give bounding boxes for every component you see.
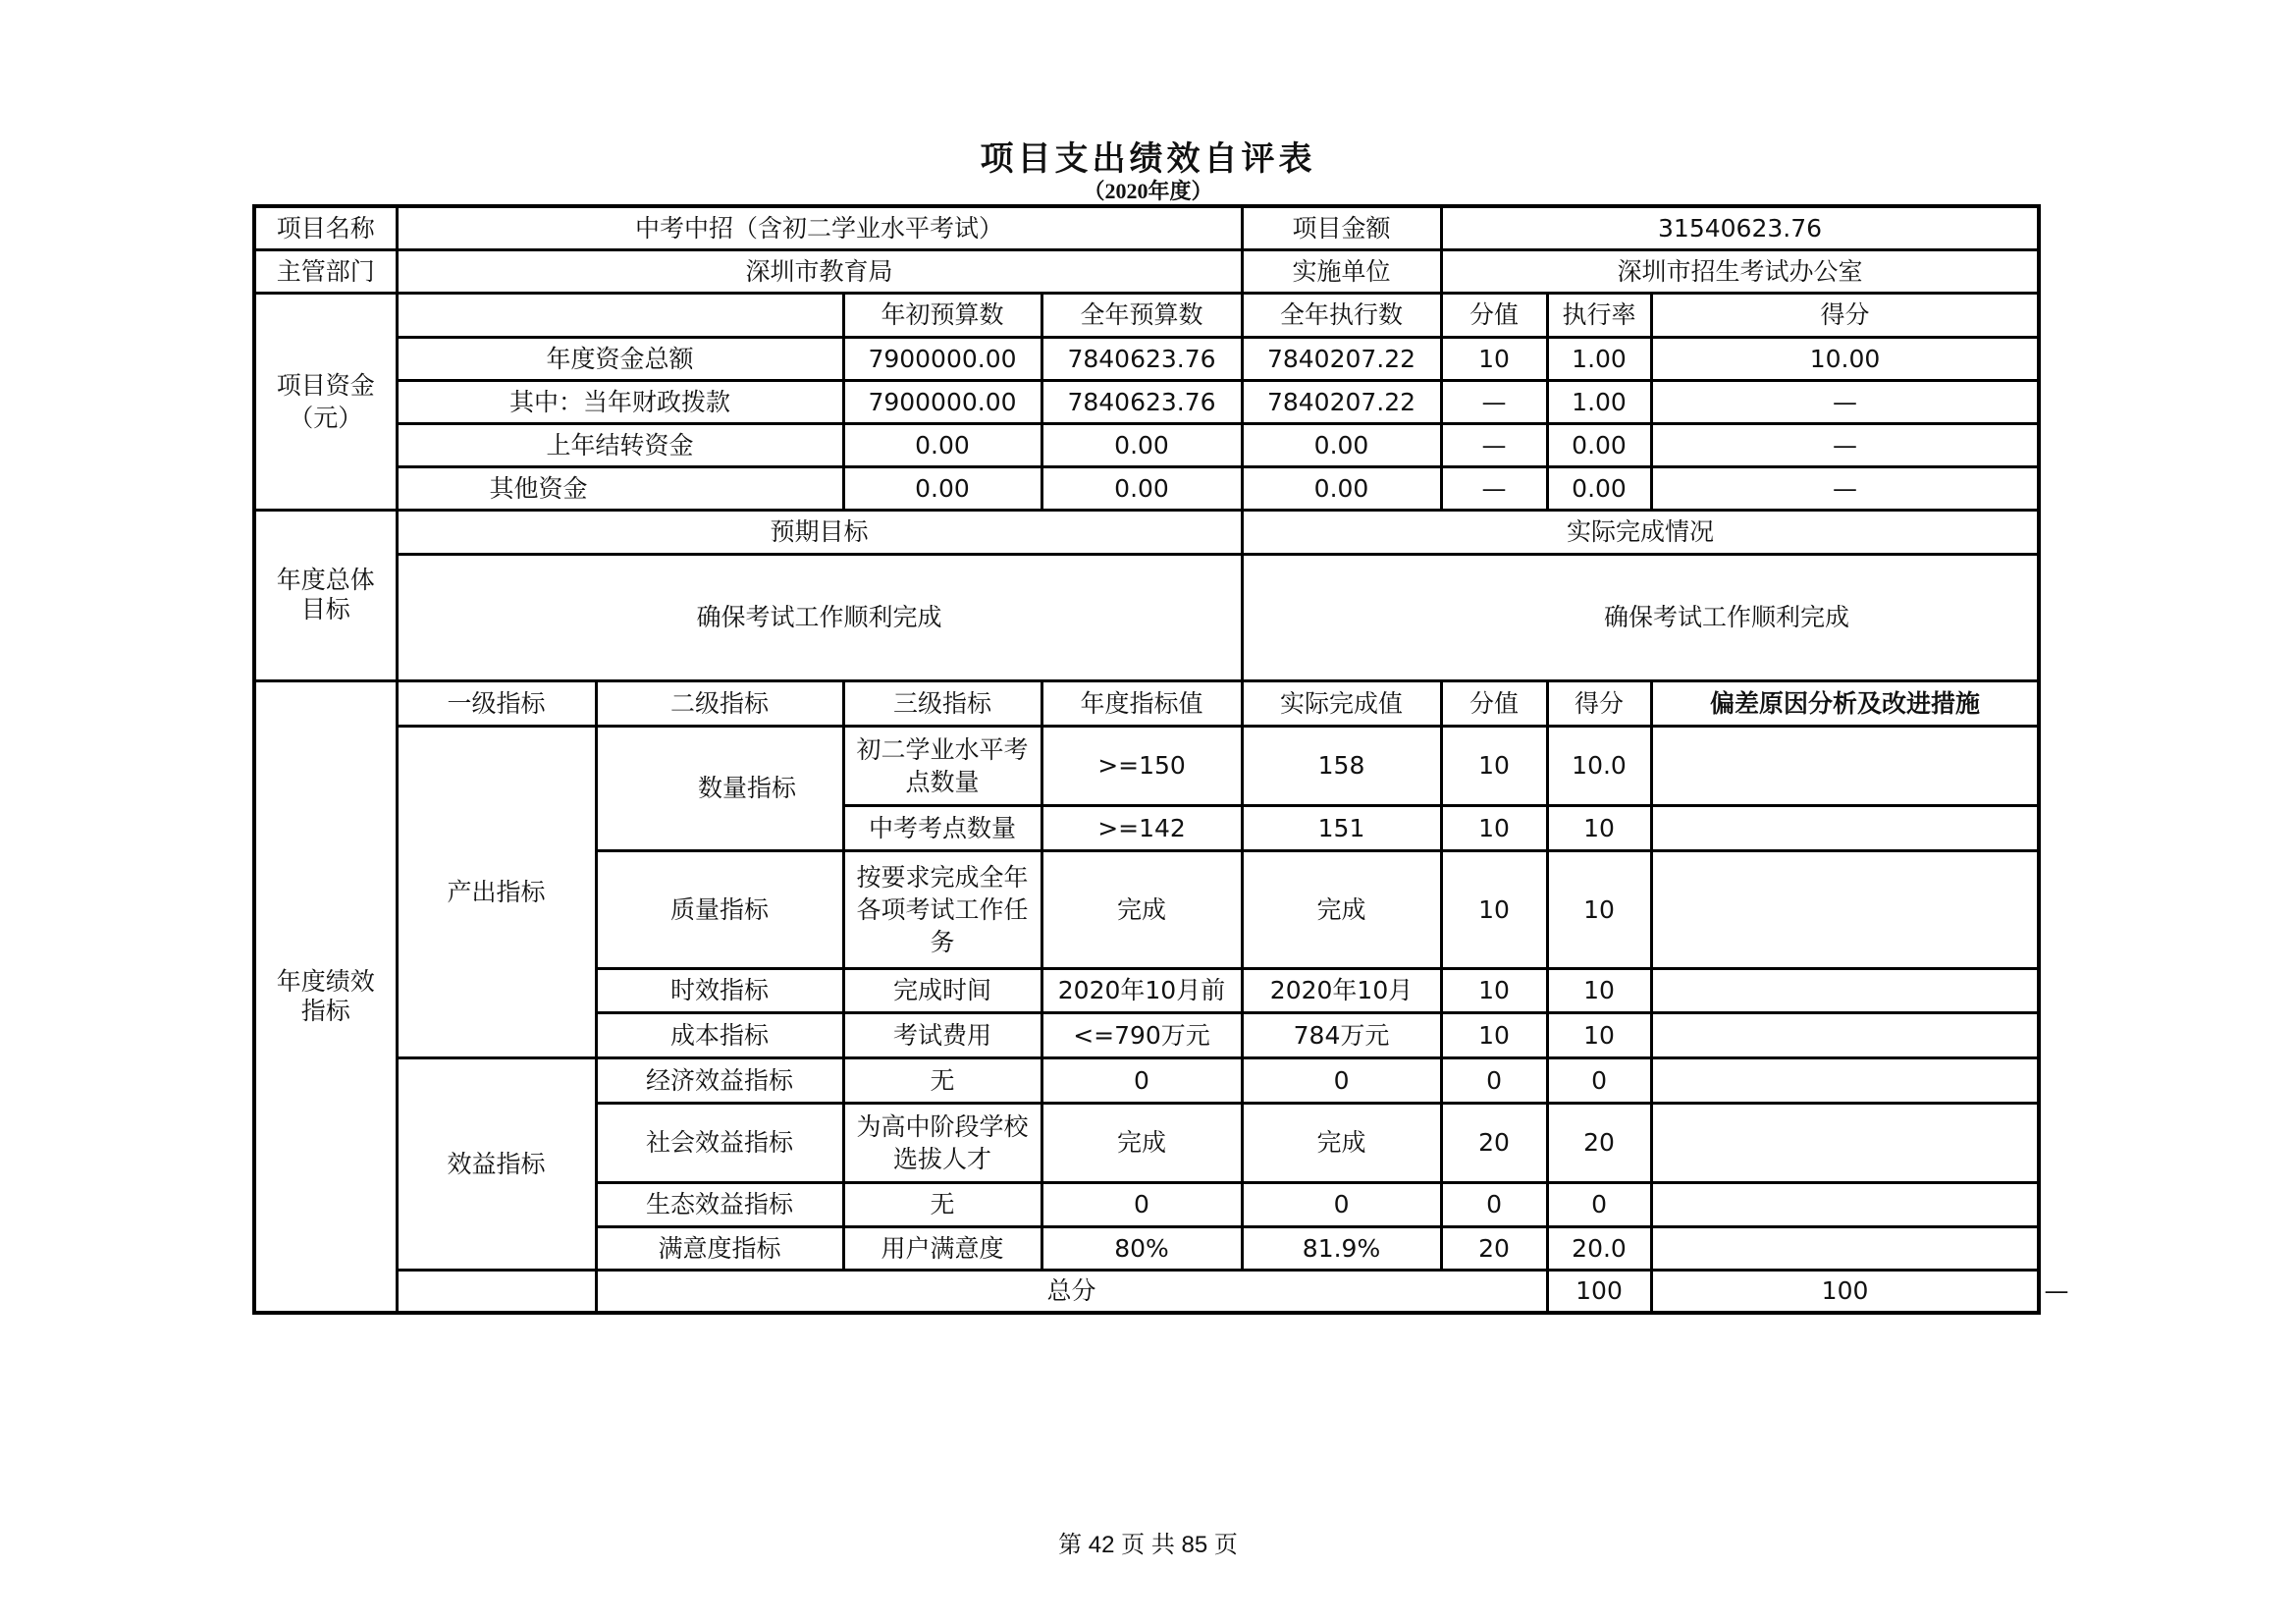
funds-annual: 7840623.76 xyxy=(1041,337,1242,380)
funds-initial: 0.00 xyxy=(843,466,1041,510)
funds-row-fiscal xyxy=(254,380,2039,423)
indicator-target: 0 xyxy=(1041,1182,1242,1226)
indicator-target: >=142 xyxy=(1041,805,1242,850)
funds-section-label-line2: （元） xyxy=(289,403,363,432)
indicator-weight: 10 xyxy=(1441,1012,1547,1057)
indicators-header-weight: 分值 xyxy=(1441,680,1547,726)
indicator-actual: 2020年10月 xyxy=(1242,968,1441,1012)
total-label: 总分 xyxy=(596,1270,1547,1313)
funds-row-other xyxy=(254,466,2039,510)
goals-section-label: 年度总体目标 xyxy=(254,510,397,680)
funds-header-initial: 年初预算数 xyxy=(843,293,1041,337)
funds-section-label-line1: 项目资金 xyxy=(276,370,375,400)
funds-header-row xyxy=(254,293,2039,337)
indicator-score: 10 xyxy=(1547,805,1651,850)
indicator-actual: 151 xyxy=(1242,805,1441,850)
funds-annual: 0.00 xyxy=(1041,466,1242,510)
indicator-weight: 10 xyxy=(1441,968,1547,1012)
department-row xyxy=(254,249,2039,293)
funds-rate: 0.00 xyxy=(1547,466,1651,510)
funds-weight: 10 xyxy=(1441,337,1547,380)
funds-annual: 7840623.76 xyxy=(1041,380,1242,423)
funds-weight: — xyxy=(1441,380,1547,423)
indicator-score: 0 xyxy=(1547,1182,1651,1226)
funds-executed: 0.00 xyxy=(1242,466,1441,510)
indicator-level3: 初二学业水平考点数量 xyxy=(843,726,1041,805)
project-name-value: 中考中招（含初二学业水平考试） xyxy=(397,206,1242,249)
project-amount-value: 31540623.76 xyxy=(1441,206,2039,249)
indicator-level1-benefit: 效益指标 xyxy=(397,1057,596,1270)
indicator-level3: 为高中阶段学校选拔人才 xyxy=(843,1103,1041,1182)
funds-weight: — xyxy=(1441,423,1547,466)
indicator-target: 80% xyxy=(1041,1226,1242,1270)
indicators-header-score: 得分 xyxy=(1547,680,1651,726)
funds-header-annual: 全年预算数 xyxy=(1041,293,1242,337)
funds-initial: 7900000.00 xyxy=(843,380,1041,423)
indicator-level2: 成本指标 xyxy=(596,1012,843,1057)
indicator-row xyxy=(254,726,2039,805)
indicator-level2: 质量指标 xyxy=(596,850,843,968)
indicator-actual: 完成 xyxy=(1242,1103,1441,1182)
funds-score: — xyxy=(1651,380,2039,423)
indicators-section-label: 年度绩效指标 xyxy=(254,680,397,1313)
project-amount-label: 项目金额 xyxy=(1242,206,1441,249)
indicators-header-target: 年度指标值 xyxy=(1041,680,1242,726)
funds-executed: 7840207.22 xyxy=(1242,380,1441,423)
funds-row-label: 其中：当年财政拨款 xyxy=(397,380,843,423)
funds-header-weight: 分值 xyxy=(1441,293,1547,337)
indicator-weight: 20 xyxy=(1441,1103,1547,1182)
indicator-weight: 20 xyxy=(1441,1226,1547,1270)
indicator-weight: 10 xyxy=(1441,726,1547,805)
indicator-actual: 158 xyxy=(1242,726,1441,805)
department-label: 主管部门 xyxy=(254,249,397,293)
funds-header-executed: 全年执行数 xyxy=(1242,293,1441,337)
goals-actual-header: 实际完成情况 xyxy=(1242,510,2039,554)
department-value: 深圳市教育局 xyxy=(397,249,1242,293)
funds-row-carryover xyxy=(254,423,2039,466)
indicator-deviation-note xyxy=(1651,850,2039,968)
indicator-level2: 时效指标 xyxy=(596,968,843,1012)
page-number-footer: 第 42 页 共 85 页 xyxy=(1058,1532,1238,1558)
indicator-score: 20 xyxy=(1547,1103,1651,1182)
funds-score: 10.00 xyxy=(1651,337,2039,380)
indicator-score: 10 xyxy=(1547,850,1651,968)
project-name-row xyxy=(254,206,2039,249)
total-row-blank xyxy=(397,1270,596,1313)
indicator-deviation-note xyxy=(1651,1182,2039,1226)
indicator-target: 完成 xyxy=(1041,1103,1242,1182)
indicator-deviation-note xyxy=(1651,726,2039,805)
goals-content-row xyxy=(254,554,2039,680)
project-name-label: 项目名称 xyxy=(254,206,397,249)
indicator-target: <=790万元 xyxy=(1041,1012,1242,1057)
funds-initial: 7900000.00 xyxy=(843,337,1041,380)
indicator-score: 10 xyxy=(1547,968,1651,1012)
funds-score: — xyxy=(1651,423,2039,466)
funds-row-label: 年度资金总额 xyxy=(397,337,843,380)
indicator-deviation-note xyxy=(1651,1057,2039,1103)
indicator-level2: 社会效益指标 xyxy=(596,1103,843,1182)
funds-initial: 0.00 xyxy=(843,423,1041,466)
indicator-actual: 0 xyxy=(1242,1057,1441,1103)
indicator-weight: 10 xyxy=(1441,805,1547,850)
funds-header-rate: 执行率 xyxy=(1547,293,1651,337)
indicators-header-row xyxy=(254,680,2039,726)
indicator-level2: 生态效益指标 xyxy=(596,1182,843,1226)
funds-header-score: 得分 xyxy=(1651,293,2039,337)
funds-rate: 1.00 xyxy=(1547,380,1651,423)
funds-row-label: 其他资金 xyxy=(397,466,843,510)
funds-annual: 0.00 xyxy=(1041,423,1242,466)
indicator-deviation-note xyxy=(1651,968,2039,1012)
indicator-level3: 考试费用 xyxy=(843,1012,1041,1057)
indicator-actual: 81.9% xyxy=(1242,1226,1441,1270)
indicator-weight: 0 xyxy=(1441,1182,1547,1226)
indicator-weight: 0 xyxy=(1441,1057,1547,1103)
goals-expected-value: 确保考试工作顺利完成 xyxy=(397,554,1242,680)
total-weight: 100 xyxy=(1547,1270,1651,1313)
indicator-deviation-note xyxy=(1651,1103,2039,1182)
funds-rate: 1.00 xyxy=(1547,337,1651,380)
indicator-score: 0 xyxy=(1547,1057,1651,1103)
performance-evaluation-table xyxy=(252,204,2069,1315)
funds-row-label: 上年结转资金 xyxy=(397,423,843,466)
indicator-target: 2020年10月前 xyxy=(1041,968,1242,1012)
indicator-actual: 完成 xyxy=(1242,850,1441,968)
indicator-score: 10 xyxy=(1547,1012,1651,1057)
goals-actual-value: 确保考试工作顺利完成 xyxy=(1242,554,2039,680)
indicator-target: >=150 xyxy=(1041,726,1242,805)
indicator-level1-output: 产出指标 xyxy=(397,726,596,1057)
funds-rate: 0.00 xyxy=(1547,423,1651,466)
indicator-row xyxy=(254,1057,2039,1103)
indicator-level2: 数量指标 xyxy=(596,726,843,850)
indicator-actual: 0 xyxy=(1242,1182,1441,1226)
total-score: 100 xyxy=(1651,1270,2039,1313)
indicator-deviation-note xyxy=(1651,805,2039,850)
indicators-header-level2: 二级指标 xyxy=(596,680,843,726)
implementing-unit-value: 深圳市招生考试办公室 xyxy=(1441,249,2039,293)
goals-header-row xyxy=(254,510,2039,554)
funds-executed: 0.00 xyxy=(1242,423,1441,466)
funds-score: — xyxy=(1651,466,2039,510)
funds-section-label xyxy=(254,293,397,510)
indicator-level3: 完成时间 xyxy=(843,968,1041,1012)
indicators-header-deviation: 偏差原因分析及改进措施 xyxy=(1651,680,2039,726)
implementing-unit-label: 实施单位 xyxy=(1242,249,1441,293)
indicators-header-level3: 三级指标 xyxy=(843,680,1041,726)
indicator-level2: 满意度指标 xyxy=(596,1226,843,1270)
page-title: 项目支出绩效自评表 xyxy=(980,139,1316,179)
indicator-level3: 无 xyxy=(843,1057,1041,1103)
funds-weight: — xyxy=(1441,466,1547,510)
indicator-level3: 按要求完成全年各项考试工作任务 xyxy=(843,850,1041,968)
indicator-score: 20.0 xyxy=(1547,1226,1651,1270)
indicator-level3: 无 xyxy=(843,1182,1041,1226)
funds-header-blank xyxy=(397,293,843,337)
indicators-header-actual: 实际完成值 xyxy=(1242,680,1441,726)
indicator-target: 0 xyxy=(1041,1057,1242,1103)
indicator-level3: 用户满意度 xyxy=(843,1226,1041,1270)
indicator-actual: 784万元 xyxy=(1242,1012,1441,1057)
indicator-deviation-note xyxy=(1651,1012,2039,1057)
indicator-target: 完成 xyxy=(1041,850,1242,968)
indicator-level2: 经济效益指标 xyxy=(596,1057,843,1103)
indicator-score: 10.0 xyxy=(1547,726,1651,805)
funds-executed: 7840207.22 xyxy=(1242,337,1441,380)
indicator-level3: 中考考点数量 xyxy=(843,805,1041,850)
goals-expected-header: 预期目标 xyxy=(397,510,1242,554)
page-subtitle-year: （2020年度） xyxy=(1083,179,1213,203)
total-row: 总分 100 100 — xyxy=(254,1270,2039,1313)
indicators-header-level1: 一级指标 xyxy=(397,680,596,726)
indicator-deviation-note xyxy=(1651,1226,2039,1270)
indicator-weight: 10 xyxy=(1441,850,1547,968)
funds-row-total xyxy=(254,337,2039,380)
